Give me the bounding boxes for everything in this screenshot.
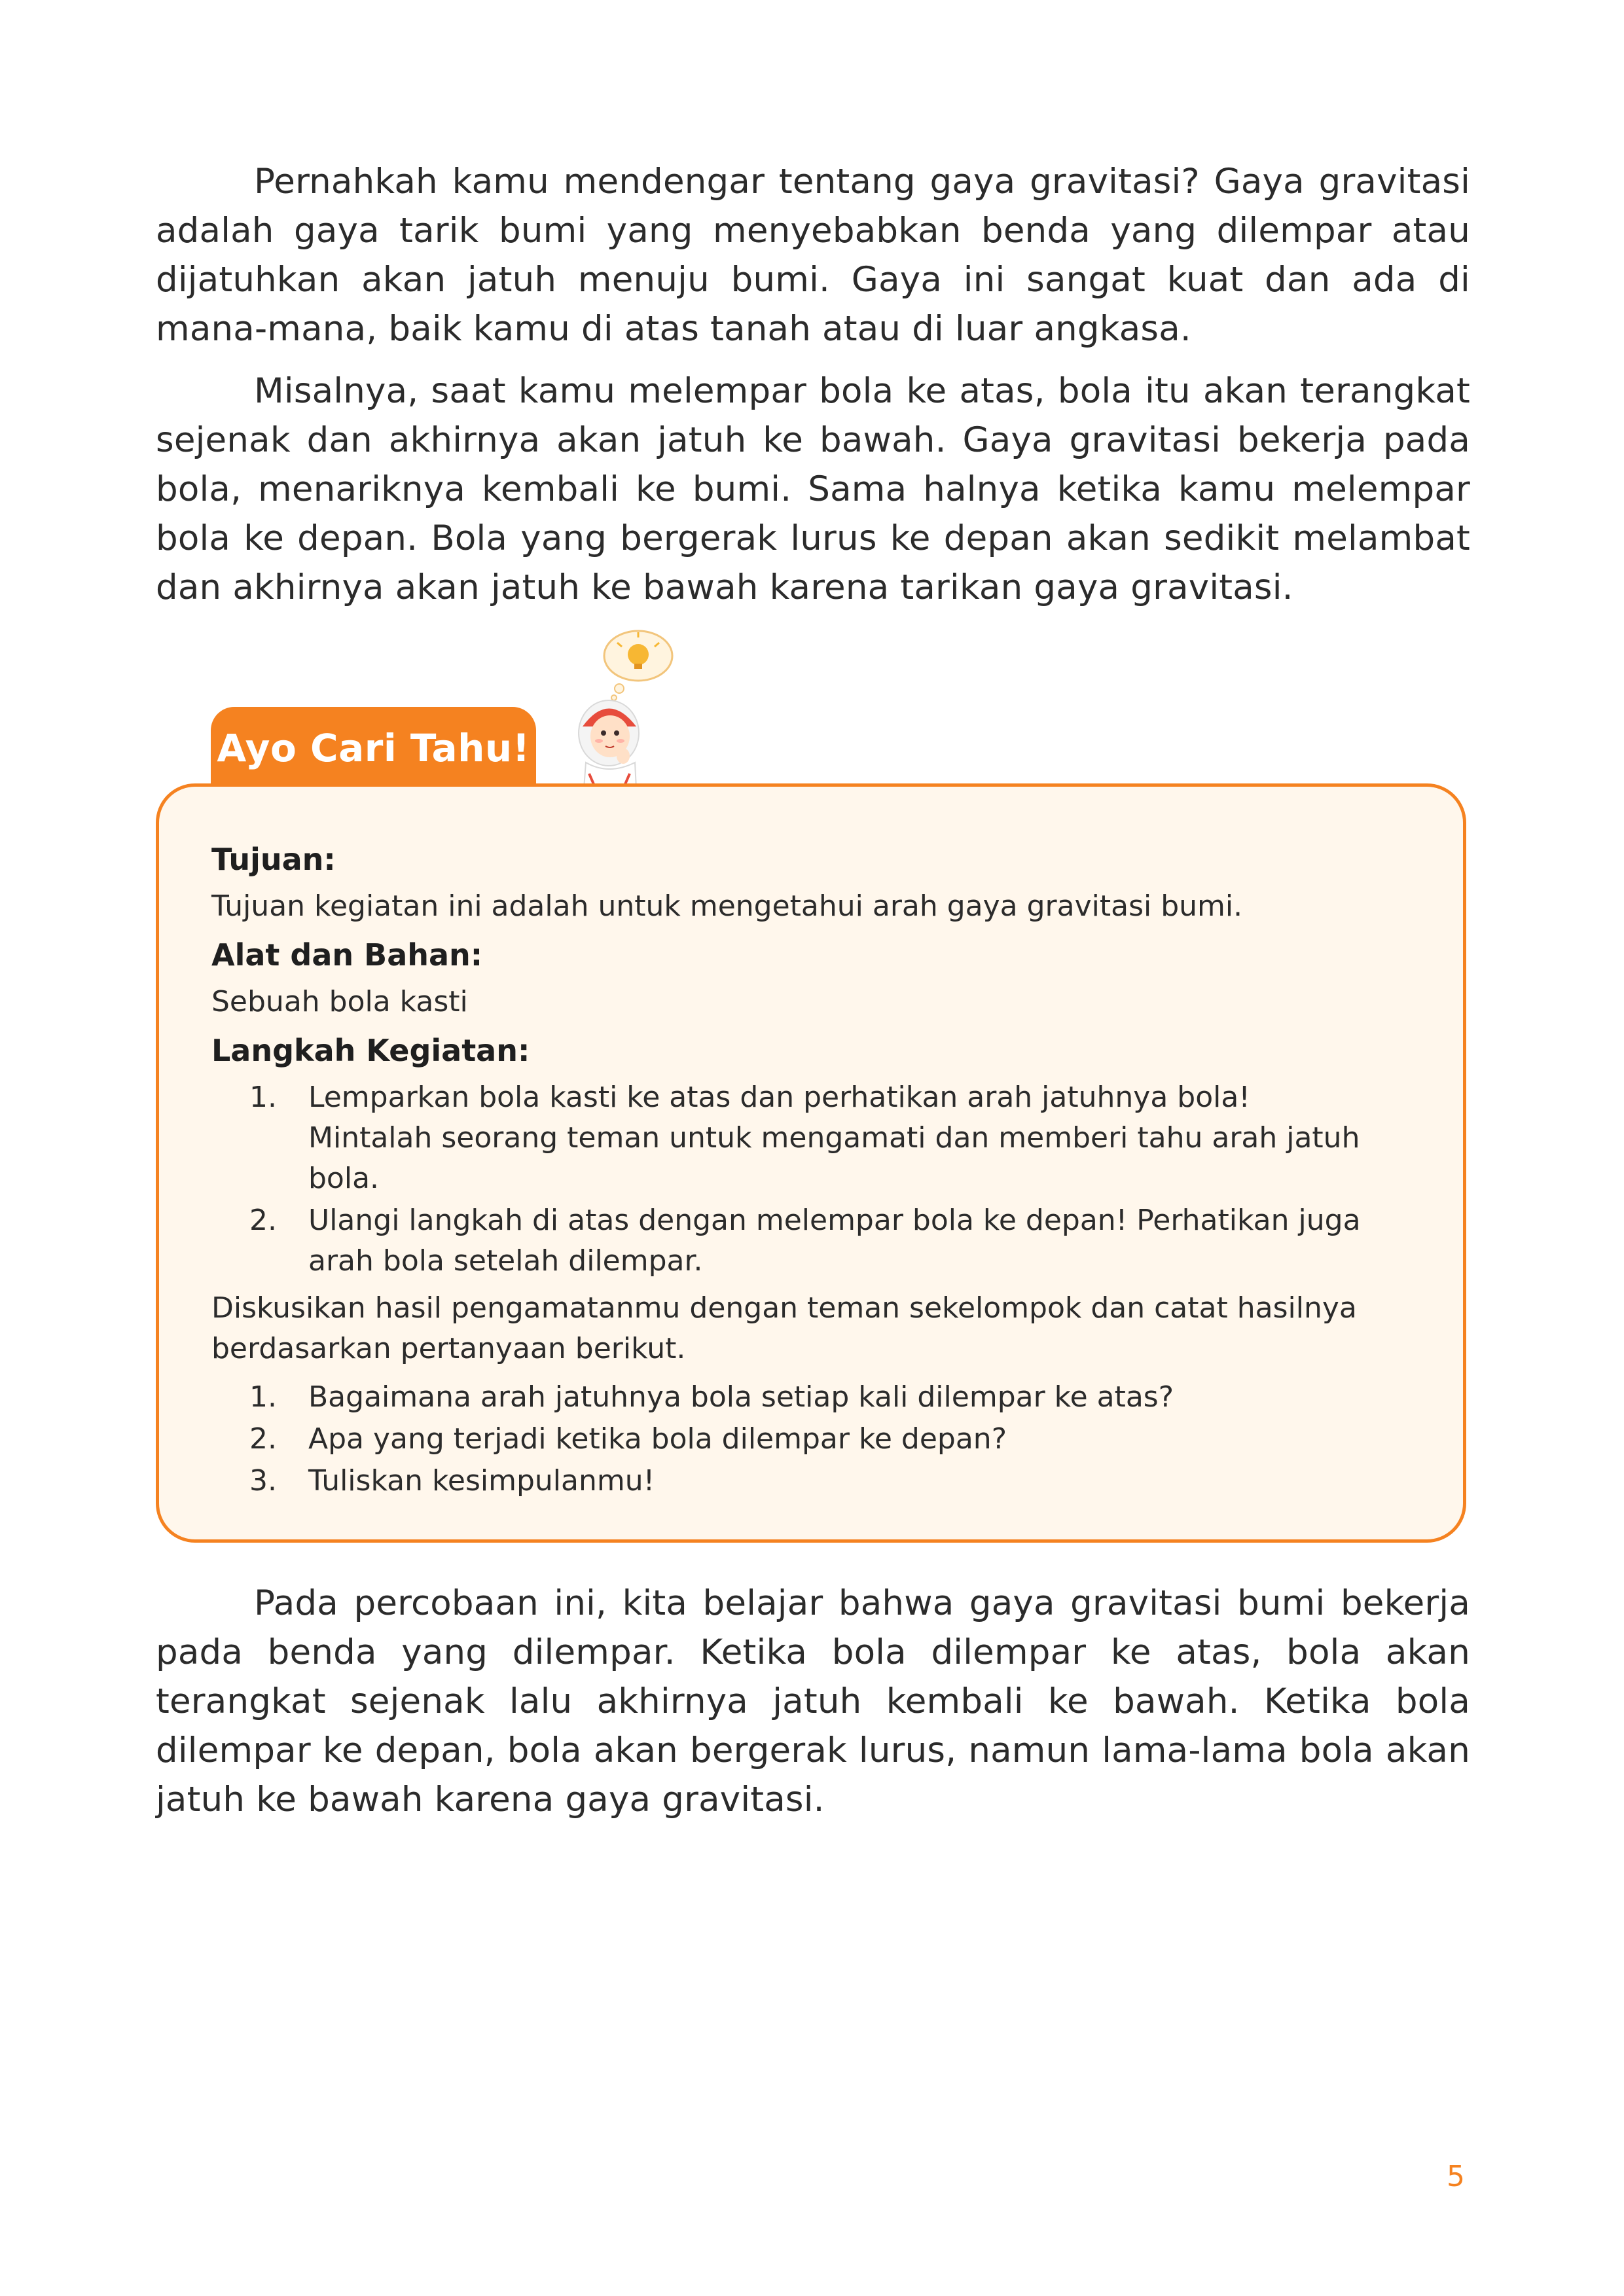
tujuan-text: Tujuan kegiatan ini adalah untuk mengetahui arah gaya gravitasi bumi. (211, 889, 1243, 923)
paragraph-intro: Pernahkah kamu mendengar tentang gaya gravitasi? Gaya gravitasi adalah gaya tarik bumi yang menyebabkan benda yang dilempar atau dijatuhkan akan jatuh menuju bumi. Gaya ini sangat kuat dan ada di mana-mana, baik kamu di atas tanah atau di luar angkasa. (156, 162, 1470, 349)
tujuan-heading: Tujuan: (211, 842, 336, 877)
list-item (211, 1377, 1416, 1418)
thinking-girl-icon (576, 628, 681, 789)
step-text: Lemparkan bola kasti ke atas dan perhatikan arah jatuhnya bola! Mintalah seorang teman untuk mengamati dan memberi tahu arah jatuh bola. (308, 1081, 1360, 1195)
paragraph-example: Misalnya, saat kamu melempar bola ke atas, bola itu akan terangkat sejenak dan akhirnya akan jatuh ke bawah. Gaya gravitasi bekerja pada bola, menariknya kembali ke bumi. Sama halnya ketika kamu melempar bola ke depan. Bola yang bergerak lurus ke depan akan sedikit melambat dan akhirnya akan jatuh ke bawah karena tarikan gaya gravitasi. (156, 371, 1470, 607)
page-number: 5 (1447, 2160, 1465, 2193)
question-text: Bagaimana arah jatuhnya bola setiap kali dilempar ke atas? (308, 1380, 1174, 1414)
diskusi-text: Diskusikan hasil pengamatanmu dengan teman sekelompok dan catat hasilnya berdasarkan pertanyaan berikut. (211, 1291, 1357, 1365)
list-item (211, 1077, 1416, 1199)
questions-list (211, 1377, 1416, 1501)
steps-list (211, 1077, 1416, 1282)
langkah-heading: Langkah Kegiatan: (211, 1033, 530, 1068)
question-text: Apa yang terjadi ketika bola dilempar ke depan? (308, 1422, 1007, 1456)
question-number: 1. (249, 1380, 277, 1414)
activity-tab-label: Ayo Cari Tahu! (217, 725, 530, 770)
activity-box (156, 783, 1466, 1543)
step-number: 2. (249, 1204, 277, 1237)
activity-tab (211, 707, 536, 789)
activity-content (211, 839, 1416, 1508)
alat-heading: Alat dan Bahan: (211, 937, 483, 973)
step-text: Ulangi langkah di atas dengan melempar bola ke depan! Perhatikan juga arah bola setelah dilempar. (308, 1204, 1361, 1278)
question-number: 3. (249, 1464, 277, 1498)
question-number: 2. (249, 1422, 277, 1456)
question-text: Tuliskan kesimpulanmu! (308, 1464, 655, 1498)
list-item (211, 1461, 1416, 1501)
list-item (211, 1419, 1416, 1460)
alat-text: Sebuah bola kasti (211, 985, 468, 1018)
step-number: 1. (249, 1081, 277, 1114)
paragraph-conclusion: Pada percobaan ini, kita belajar bahwa gaya gravitasi bumi bekerja pada benda yang dilempar. Ketika bola dilempar ke atas, bola akan terangkat sejenak lalu akhirnya jatuh kembali ke bawah. Ketika bola dilempar ke depan, bola akan bergerak lurus, namun lama-lama bola akan jatuh ke bawah karena gaya gravitasi. (156, 1583, 1470, 1820)
list-item (211, 1200, 1416, 1282)
